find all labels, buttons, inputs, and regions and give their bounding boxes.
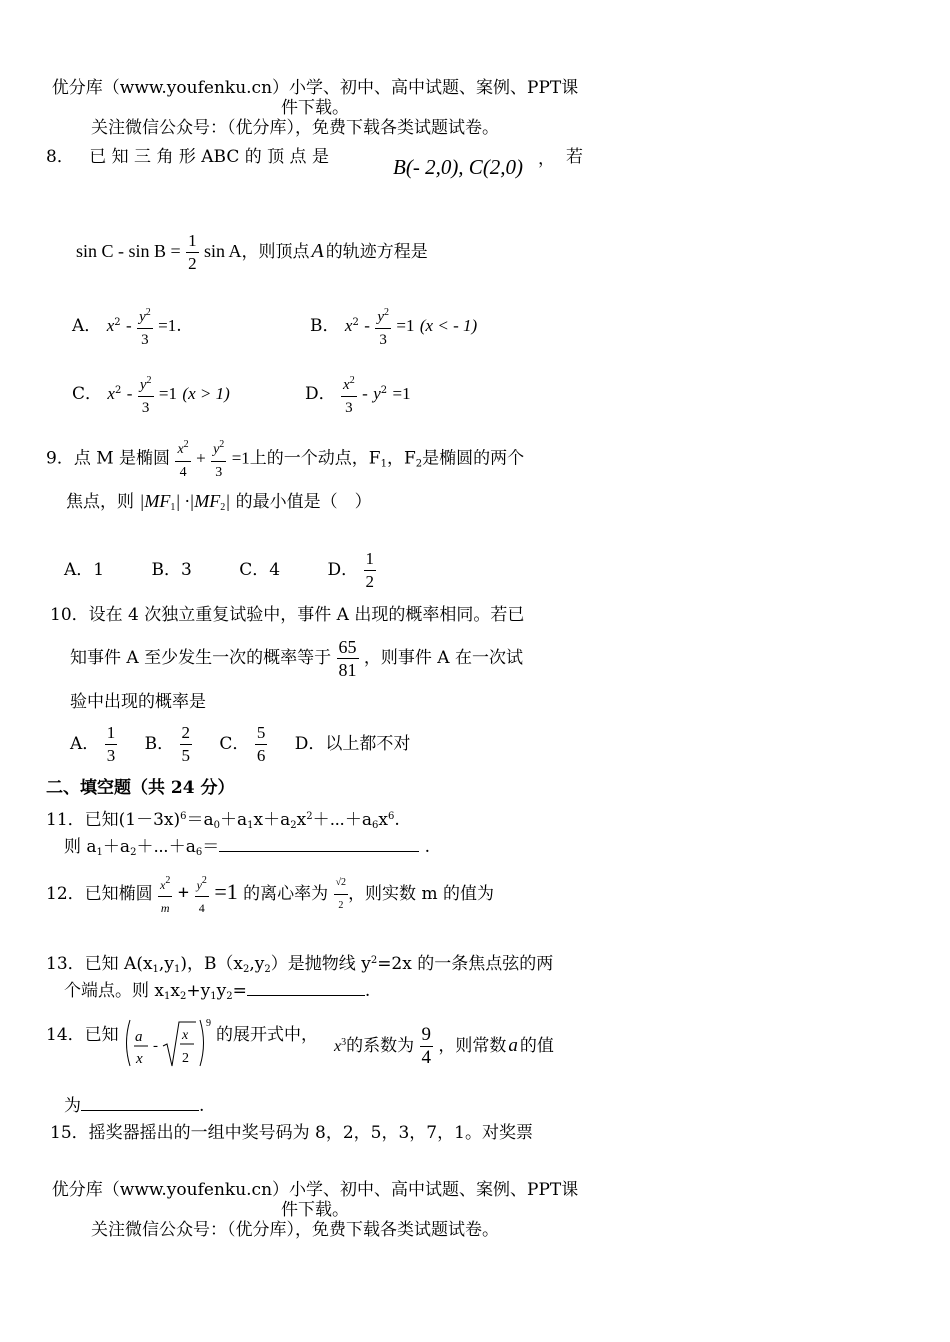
footer-line1: 优分库（www.youfenku.cn）小学、初中、高中试题、案例、PPT课 (51, 1180, 579, 1200)
q11-answer-blank[interactable] (219, 835, 419, 852)
q8-cond-right: sin A (203, 241, 242, 261)
q10-line2: 知事件 A 至少发生一次的概率等于 $\frac{65}{81}$ ，则事件 A 在一次试 (70, 637, 523, 680)
q8-half-fraction: $\frac{1}{2}$ (188, 231, 197, 273)
q8-ruo: 若 (566, 147, 583, 167)
header-line3: 关注微信公众号：（优分库），免费下载各类试题试卷。 (91, 118, 499, 138)
header-line1: 优分库（www.youfenku.cn）小学、初中、高中试题、案例、PPT课 (51, 78, 579, 98)
q14-line1: 14．已知 (46, 1025, 119, 1045)
section2-heading: 二、填空题（共 24 分） (46, 778, 235, 798)
q10-line3: 验中出现的概率是 (70, 692, 206, 712)
footer-line3: 关注微信公众号：（优分库），免费下载各类试题试卷。 (91, 1220, 499, 1240)
q11-line1: 11．已知$(1-3x)^6=a_0+a_1x+a_2x^2+\cdots+a_6x^6$. (46, 810, 400, 831)
q9-options: A．1 B．3 C．4 D． $\frac{1}{2}$ (64, 549, 374, 591)
header-bottom (40, 1180, 590, 1240)
svg-text:-: - (153, 1038, 158, 1054)
q10-line1: 10．设在 4 次独立重复试验中，事件 A 出现的概率相同。若已 (50, 605, 525, 625)
q8-number: 8． (46, 147, 74, 167)
q11-line2: 则 $a_1+a_2+\cdots+a_6=$ . (64, 837, 431, 858)
q8-line1 (46, 146, 329, 168)
q8-cond-left: sin C - sin B = (76, 241, 181, 261)
q8-vertices: B(- 2,0), C(2,0) (393, 155, 524, 179)
q8-text: 已 知 三 角 形 ABC 的 顶 点 是 (89, 147, 329, 167)
q8-option-c: C． $x^2$ - $\frac{y^2}{3}$ =1 (x > 1) (72, 370, 230, 419)
q8-comma: ， (538, 149, 555, 169)
q8-option-a: A． $x^2$ - $\frac{y^2}{3}$ =1. (72, 302, 182, 351)
q9-line2: 焦点，则 $|MF_1| \cdot|MF_2|$ 的最小值是（ ） (66, 491, 372, 513)
q8-condition: sin C - sin B = $\frac{1}{2}$ sin A，则顶点 A 的轨迹方程是 (76, 231, 428, 273)
footer-line2: 件下载。 (281, 1200, 349, 1220)
svg-text:2: 2 (182, 1051, 189, 1066)
q8-option-b: B． $x^2$ - $\frac{y^2}{3}$ =1 (x < - 1) (310, 302, 477, 351)
q12-line: 12．已知椭圆 $\frac{x^2}{m}$ + $\frac{y^2}{4}$ =1 的离心率为 $\frac{√2}{2}$ ，则实数 m 的值为 (46, 870, 494, 919)
header-line2: 件下载。 (281, 98, 349, 118)
q13-line1: 13．已知 $A(x_1,y_1)$，$B(x_2,y_2)$是抛物线 $y^2=2x$ 的一条焦点弦的两 (46, 954, 554, 975)
q14-line1b: 的展开式中， (216, 1025, 318, 1045)
svg-text:x: x (182, 1028, 189, 1043)
q13-line2: 个端点。则 $x_1x_2+y_1y_2=$ . (64, 981, 371, 1002)
q14-line2: 为 . (64, 1096, 205, 1116)
q9-line1: 9．点 M 是椭圆 $\frac{x^2}{4}$ + $\frac{y^2}{3}$ =1上的一个动点，$F_1$，$F_2$是椭圆的两个 (46, 434, 524, 484)
q14-expression (122, 1014, 214, 1072)
svg-text:a: a (135, 1029, 143, 1045)
q15-line1: 15．摇奖器摇出的一组中奖号码为 8，2，5，3，7，1。对奖票 (50, 1123, 533, 1143)
q10-options: A． $\frac{1}{3}$ B． $\frac{2}{5}$ C． $\frac{5}{6}$ D．以上都不对 (70, 723, 411, 765)
q8-option-d: D． $\frac{x^2}{3}$ - $y^2 =1$ (305, 370, 411, 419)
q13-answer-blank[interactable] (247, 979, 365, 996)
q14-answer-blank[interactable] (81, 1094, 199, 1111)
svg-text:x: x (136, 1051, 143, 1067)
q14-line1c: $x^3$的系数为 $\frac{9}{4}$ ，则常数 a 的值 (334, 1024, 554, 1068)
header-top (40, 78, 590, 138)
svg-text:9: 9 (206, 1018, 211, 1029)
